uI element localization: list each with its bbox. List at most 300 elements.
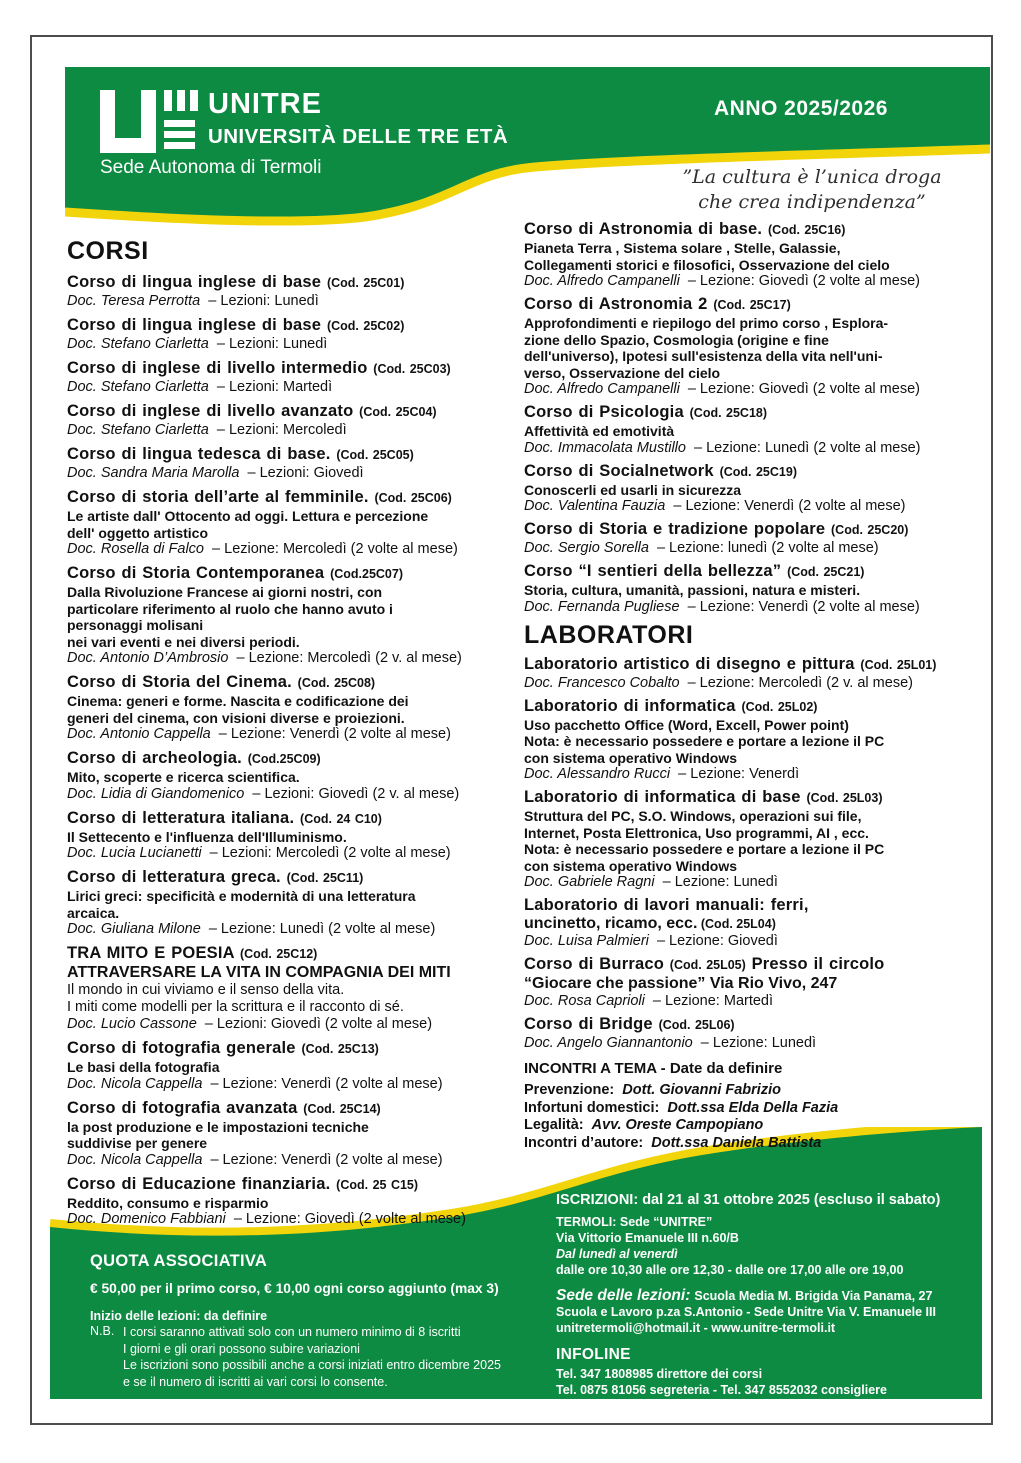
course-teacher: Doc. Stefano Ciarletta bbox=[67, 336, 209, 352]
course-title-line bbox=[524, 655, 972, 675]
course-code: (Cod. 25C21) bbox=[787, 565, 865, 579]
course-code: (Cod. 25C14) bbox=[303, 1101, 381, 1116]
iscrizioni-hours: dalle ore 10,30 alle ore 12,30 - dalle ore 17,00 alle ore 19,00 bbox=[556, 1263, 904, 1277]
unitre-logo-icon bbox=[100, 90, 200, 161]
course-title: Corso “I sentieri della bellezza” bbox=[524, 562, 782, 580]
unitre-full-name: UNIVERSITÀ DELLE TRE ETÀ bbox=[208, 125, 509, 148]
course-title: Corso di lingua inglese di base bbox=[67, 316, 322, 334]
iscrizioni-address: Via Vittorio Emanuele III n.60/B bbox=[556, 1231, 739, 1245]
course-detail-line: Lirici greci: specificità e modernità di una letteratura bbox=[67, 888, 416, 904]
quota-note-line bbox=[123, 1374, 550, 1391]
course-doc-line bbox=[67, 379, 503, 396]
course-code: (Cod. 25C11) bbox=[286, 871, 364, 885]
course-description bbox=[67, 964, 503, 1016]
course-item bbox=[524, 462, 972, 516]
course-schedule: – Lezione: lunedì (2 volte al mese) bbox=[656, 540, 879, 556]
infoline-phone-2: Tel. 0875 81056 segreteria - Tel. 347 8552032 consigliere bbox=[556, 1383, 887, 1397]
course-detail-line: con sistema operativo Windows bbox=[524, 857, 738, 874]
column-right bbox=[524, 220, 972, 1152]
course-doc-line bbox=[67, 465, 503, 482]
nb-label: N.B. bbox=[90, 1324, 115, 1338]
course-description bbox=[67, 693, 503, 726]
quota-note-line bbox=[123, 1341, 550, 1358]
course-teacher: Doc. Lucia Lucianetti bbox=[67, 845, 202, 861]
course-item bbox=[524, 295, 972, 398]
course-doc-line bbox=[524, 874, 972, 891]
course-code: (Cod. 25L06) bbox=[658, 1018, 735, 1032]
course-description bbox=[524, 482, 972, 499]
nb-block bbox=[90, 1324, 550, 1390]
flyer-page bbox=[30, 35, 993, 1425]
course-item bbox=[67, 809, 503, 863]
course-detail-line: Collegamenti storici e filosofici, Osservazione del cielo bbox=[524, 256, 890, 273]
course-detail-line: zione dello Spazio, Cosmologia (origine e fine bbox=[524, 331, 829, 348]
course-teacher: Doc. Teresa Perrotta bbox=[67, 293, 201, 309]
course-item bbox=[67, 445, 503, 482]
course-title-line bbox=[67, 809, 503, 829]
course-description bbox=[67, 829, 503, 846]
course-detail-line: Nota: è necessario possedere e portare a lezione il PC bbox=[524, 841, 885, 857]
course-detail-line: Struttura del PC, S.O. Windows, operazioni sui file, bbox=[524, 808, 862, 824]
course-detail-line: personaggi molisani bbox=[67, 617, 204, 633]
course-code: (Cod.25C07) bbox=[330, 567, 403, 581]
course-detail-line: Storia, cultura, umanità, passioni, natura e misteri. bbox=[524, 582, 861, 598]
course-item bbox=[524, 697, 972, 784]
course-code: (Cod. 25C12) bbox=[239, 947, 318, 961]
course-detail-line: Internet, Posta Elettronica, Uso programmi, AI , ecc. bbox=[524, 824, 869, 841]
course-item bbox=[524, 655, 972, 692]
corsi-heading: CORSI bbox=[67, 237, 149, 265]
incontro-item bbox=[524, 1117, 972, 1135]
quota-note-line bbox=[123, 1357, 550, 1374]
course-code: (Cod. 25C20) bbox=[831, 523, 909, 537]
course-detail-line: suddivise per genere bbox=[67, 1135, 208, 1151]
course-title: Corso di storia dell’arte al femminile. bbox=[67, 488, 369, 506]
course-item bbox=[524, 955, 972, 1010]
course-doc-line bbox=[524, 675, 972, 692]
course-schedule: – Lezione: Mercoledì (2 v. al mese) bbox=[236, 650, 462, 666]
course-title: Laboratorio di informatica bbox=[524, 696, 736, 715]
course-item bbox=[524, 788, 972, 891]
course-teacher: Doc. Luisa Palmieri bbox=[524, 933, 649, 949]
course-detail-line: Nota: è necessario possedere e portare a lezione il PC bbox=[524, 733, 885, 749]
course-title-line bbox=[524, 462, 972, 482]
course-code: (Cod. 25 C15) bbox=[336, 1177, 419, 1192]
course-schedule: – Lezione: Venerdì bbox=[678, 766, 800, 782]
course-item bbox=[524, 520, 972, 557]
course-item bbox=[67, 944, 503, 1033]
course-teacher: Doc. Angelo Giannantonio bbox=[524, 1035, 693, 1051]
course-title: Corso di Storia Contemporanea bbox=[67, 564, 325, 582]
course-teacher: Doc. Stefano Ciarletta bbox=[67, 379, 209, 395]
course-detail-line: particolare riferimento al ruolo che hanno avuto i bbox=[67, 600, 393, 617]
course-description bbox=[524, 423, 972, 440]
unitre-acronym: UNITRE bbox=[208, 88, 322, 120]
course-detail-line: nei vari eventi e nei diversi periodi. bbox=[67, 633, 300, 650]
sede-lezioni-line-2: Scuola e Lavoro p.za S.Antonio - Sede Unitre Via V. Emanuele III bbox=[556, 1305, 936, 1319]
course-item bbox=[67, 673, 503, 743]
course-code: (Cod. 25L04) bbox=[697, 917, 776, 931]
course-detail-line: Le artiste dall' Ottocento ad oggi. Lettura e percezione bbox=[67, 508, 429, 524]
course-detail-line: Mito, scoperte e ricerca scientifica. bbox=[67, 769, 300, 785]
course-detail-line: Il mondo in cui viviamo e il senso della vita. bbox=[67, 982, 345, 998]
course-doc-line bbox=[524, 993, 972, 1010]
course-item bbox=[67, 402, 503, 439]
course-description bbox=[67, 888, 503, 921]
course-title-line bbox=[67, 402, 503, 422]
course-item bbox=[524, 403, 972, 457]
course-title-line bbox=[524, 520, 972, 540]
course-teacher: Doc. Nicola Cappella bbox=[67, 1151, 203, 1168]
course-teacher: Doc. Antonio D’Ambrosio bbox=[67, 650, 229, 666]
iscrizioni-days: Dal lunedì al venerdì bbox=[556, 1247, 678, 1261]
course-doc-line bbox=[67, 650, 503, 667]
course-code: (Cod. 25L05) bbox=[669, 958, 746, 972]
laboratori-heading: LABORATORI bbox=[524, 620, 694, 649]
course-teacher: Doc. Valentina Fauzia bbox=[524, 498, 666, 514]
course-detail-line: Reddito, consumo e risparmio bbox=[67, 1194, 269, 1211]
course-item bbox=[524, 562, 972, 616]
year-label: ANNO 2025/2026 bbox=[714, 97, 888, 120]
course-detail-line: Affettività ed emotività bbox=[524, 423, 675, 439]
infoline-phone-1: Tel. 347 1808985 direttore dei corsi bbox=[556, 1367, 763, 1381]
course-title-line bbox=[67, 359, 503, 379]
course-teacher: Doc. Antonio Cappella bbox=[67, 726, 211, 742]
quota-note-text: Le iscrizioni sono possibili anche a corsi iniziati entro dicembre 2025 bbox=[123, 1358, 501, 1372]
column-corsi bbox=[67, 237, 503, 1234]
course-doc-line bbox=[67, 541, 503, 558]
course-title: Laboratorio artistico di disegno e pittura bbox=[524, 654, 855, 673]
course-title-line bbox=[524, 788, 972, 808]
course-title-line bbox=[524, 697, 972, 717]
course-teacher: Doc. Lucio Cassone bbox=[67, 1016, 197, 1032]
course-detail-line: uncinetto, ricamo, ecc. (Cod. 25L04) bbox=[524, 915, 776, 932]
course-schedule: – Lezione: Giovedì (2 volte al mese) bbox=[687, 381, 920, 397]
course-title-line bbox=[67, 868, 503, 888]
course-schedule: – Lezione: Lunedì (2 volte al mese) bbox=[208, 921, 436, 937]
course-code: (Cod. 25L03) bbox=[806, 791, 883, 805]
course-code: (Cod. 25C05) bbox=[336, 448, 414, 462]
course-description bbox=[67, 584, 503, 650]
course-detail-line: Uso pacchetto Office (Word, Excell, Power point) bbox=[524, 716, 849, 733]
course-item bbox=[524, 1015, 972, 1052]
course-doc-line bbox=[524, 273, 972, 290]
branch-name: Sede Autonoma di Termoli bbox=[100, 157, 322, 178]
course-title: Corso di lingua inglese di base bbox=[67, 273, 322, 291]
course-schedule: – Lezione: Mercoledì (2 v. al mese) bbox=[687, 674, 913, 691]
course-doc-line bbox=[67, 786, 503, 803]
course-title-line bbox=[524, 896, 972, 915]
course-title: Corso di inglese di livello intermedio bbox=[67, 359, 368, 377]
course-teacher: Doc. Giuliana Milone bbox=[67, 921, 201, 937]
course-schedule: – Lezione: Venerdì (2 volte al mese) bbox=[673, 498, 906, 514]
course-title-line bbox=[67, 1175, 503, 1195]
course-description bbox=[524, 915, 972, 933]
course-title-line bbox=[67, 749, 503, 769]
course-title-line bbox=[67, 488, 503, 508]
course-detail-line: la post produzione e le impostazioni tecniche bbox=[67, 1118, 369, 1135]
quota-associativa bbox=[90, 1252, 550, 1390]
course-title: Laboratorio di informatica di base bbox=[524, 788, 801, 806]
course-teacher: Doc. Francesco Cobalto bbox=[524, 674, 680, 691]
course-detail-line: Il Settecento e l'influenza dell'Illuminismo. bbox=[67, 828, 347, 845]
course-teacher: Doc. Sandra Maria Marolla bbox=[67, 465, 240, 481]
course-item bbox=[67, 868, 503, 938]
course-doc-line bbox=[67, 336, 503, 353]
quota-note-text: I giorni e gli orari possono subire variazioni bbox=[123, 1341, 360, 1356]
sede-lezioni-text: Scuola Media M. Brigida Via Panama, 27 bbox=[694, 1289, 933, 1303]
course-schedule: – Lezioni: Mercoledì bbox=[216, 422, 347, 438]
lessons-start-line: Inizio delle lezioni: da definire bbox=[90, 1309, 268, 1323]
corsi-list-continued bbox=[524, 220, 972, 616]
course-title: Corso di fotografia generale bbox=[67, 1039, 296, 1057]
course-detail-line: generi del cinema, con visioni diverse e proiezioni. bbox=[67, 709, 405, 726]
course-doc-line bbox=[67, 921, 503, 938]
course-title: Laboratorio di lavori manuali: ferri, bbox=[524, 896, 809, 914]
course-doc-line bbox=[67, 422, 503, 439]
email-website-line: unitretermoli@hotmail.it - www.unitre-termoli.it bbox=[556, 1321, 836, 1335]
course-schedule: – Lezione: Lunedì bbox=[700, 1035, 817, 1051]
course-code: (Cod. 25C08) bbox=[297, 676, 376, 690]
incontro-speaker: Avv. Oreste Campopiano bbox=[591, 1117, 764, 1133]
course-title-line bbox=[67, 316, 503, 336]
course-doc-line bbox=[524, 1035, 972, 1052]
course-schedule: – Lezione: Giovedì (2 volte al mese) bbox=[687, 273, 920, 289]
course-description bbox=[524, 240, 972, 273]
course-description bbox=[67, 1119, 503, 1152]
course-code: (Cod. 25C02) bbox=[326, 319, 405, 333]
course-doc-line bbox=[524, 933, 972, 950]
course-title-line bbox=[67, 564, 503, 584]
course-doc-line bbox=[67, 726, 503, 743]
iscrizioni-place: TERMOLI: Sede “UNITRE” bbox=[556, 1215, 713, 1229]
course-schedule: – Lezione: Lunedì (2 volte al mese) bbox=[694, 439, 921, 456]
course-code: (Cod. 25C03) bbox=[373, 362, 451, 376]
quota-notes bbox=[123, 1324, 550, 1390]
course-item bbox=[67, 1175, 503, 1229]
course-detail-line: dell' oggetto artistico bbox=[67, 524, 209, 541]
course-item bbox=[67, 316, 503, 353]
course-title: Corso di Burraco bbox=[524, 955, 664, 973]
course-code: (Cod. 25C13) bbox=[301, 1042, 379, 1056]
incontro-item bbox=[524, 1135, 972, 1153]
course-code: (Cod. 25C19) bbox=[719, 464, 797, 479]
course-detail-line: Le basi della fotografia bbox=[67, 1059, 220, 1075]
course-title: Corso di Storia e tradizione popolare bbox=[524, 520, 826, 538]
course-title: TRA MITO E POESIA bbox=[67, 944, 235, 962]
quota-price-line: € 50,00 per il primo corso, € 10,00 ogni corso aggiunto (max 3) bbox=[90, 1281, 499, 1296]
course-code: (Cod. 25C04) bbox=[359, 405, 437, 419]
incontro-speaker: Dott.ssa Daniela Battista bbox=[651, 1134, 822, 1151]
course-title: Corso di Astronomia 2 bbox=[524, 295, 708, 313]
course-title: Corso di letteratura greca. bbox=[67, 868, 281, 886]
course-item bbox=[67, 749, 503, 803]
course-schedule: – Lezione: Giovedì (2 volte al mese) bbox=[233, 1211, 466, 1227]
incontro-item bbox=[524, 1100, 972, 1118]
course-teacher: Doc. Stefano Ciarletta bbox=[67, 422, 209, 438]
course-teacher: Doc. Lidia di Giandomenico bbox=[67, 785, 245, 802]
course-teacher: Doc. Alfredo Campanelli bbox=[524, 273, 680, 289]
course-schedule: – Lezione: Giovedì bbox=[656, 933, 778, 949]
incontri-list bbox=[524, 1082, 972, 1152]
course-doc-line bbox=[524, 599, 972, 616]
course-description bbox=[67, 769, 503, 786]
course-title: Corso di Psicologia bbox=[524, 403, 684, 421]
course-title: Corso di Storia del Cinema. bbox=[67, 673, 292, 691]
course-title-line bbox=[67, 673, 503, 693]
course-detail-line: dell'universo), Ipotesi sull'esistenza della vita nell'uni- bbox=[524, 348, 883, 364]
incontro-topic: Legalità: bbox=[524, 1117, 584, 1133]
course-doc-line bbox=[67, 1211, 503, 1228]
course-code: (Cod. 25C16) bbox=[768, 223, 846, 237]
course-description bbox=[524, 582, 972, 599]
course-item bbox=[67, 1099, 503, 1169]
course-title-line bbox=[67, 1099, 503, 1119]
course-teacher: Doc. Sergio Sorella bbox=[524, 540, 649, 556]
course-title-line bbox=[67, 944, 503, 964]
incontro-item bbox=[524, 1082, 972, 1100]
course-code: (Cod. 24 C10) bbox=[300, 811, 382, 826]
course-detail-line: “Giocare che passione” Via Rio Vivo, 247 bbox=[524, 975, 838, 992]
course-title-line bbox=[67, 445, 503, 465]
course-item bbox=[67, 1039, 503, 1093]
course-schedule: – Lezioni: Giovedì (2 v. al mese) bbox=[252, 785, 460, 802]
course-title-extra: Presso il circolo bbox=[751, 955, 885, 973]
course-title: Corso di inglese di livello avanzato bbox=[67, 402, 354, 420]
course-item bbox=[67, 564, 503, 667]
course-detail-line: Dalla Rivoluzione Francese ai giorni nostri, con bbox=[67, 584, 383, 600]
course-title: Corso di archeologia. bbox=[67, 749, 242, 767]
motto-line-2: che crea indipendenza” bbox=[698, 191, 926, 213]
infoline-heading: INFOLINE bbox=[556, 1346, 631, 1363]
course-title: Corso di fotografia avanzata bbox=[67, 1098, 298, 1117]
incontro-topic: Incontri d’autore: bbox=[524, 1134, 644, 1151]
course-code: (Cod. 25L02) bbox=[741, 699, 818, 714]
course-title-line bbox=[67, 1039, 503, 1059]
course-title: Corso di Bridge bbox=[524, 1015, 653, 1033]
course-schedule: – Lezioni: Giovedì bbox=[247, 465, 364, 481]
course-description bbox=[67, 1059, 503, 1076]
course-item bbox=[67, 359, 503, 396]
course-detail-line: Approfondimenti e riepilogo del primo corso , Esplora- bbox=[524, 315, 889, 331]
motto-line-1: ”La cultura è l’unica droga bbox=[682, 166, 942, 188]
incontro-topic: Infortuni domestici: bbox=[524, 1099, 660, 1116]
course-description bbox=[524, 808, 972, 874]
course-teacher: Doc. Gabriele Ragni bbox=[524, 874, 655, 890]
quota-note-text: I corsi saranno attivati solo con un numero minimo di 8 iscritti bbox=[123, 1325, 461, 1339]
course-doc-line bbox=[67, 1076, 503, 1093]
course-title: Corso di Astronomia di base. bbox=[524, 220, 763, 238]
course-schedule: – Lezione: Lunedì bbox=[662, 874, 778, 890]
course-teacher: Doc. Fernanda Pugliese bbox=[524, 598, 680, 615]
course-teacher: Doc. Domenico Fabbiani bbox=[67, 1211, 226, 1227]
incontro-topic: Prevenzione: bbox=[524, 1082, 615, 1098]
course-doc-line bbox=[524, 498, 972, 515]
course-title-line bbox=[67, 273, 503, 293]
course-schedule: – Lezione: Venerdì (2 volte al mese) bbox=[210, 1151, 443, 1168]
course-description bbox=[67, 508, 503, 541]
course-title-line bbox=[524, 403, 972, 423]
course-detail-line: arcaica. bbox=[67, 904, 120, 921]
course-detail-line: Pianeta Terra , Sistema solare , Stelle, Galassie, bbox=[524, 240, 841, 256]
sede-lezioni-line bbox=[556, 1288, 986, 1304]
course-code: (Cod. 25C01) bbox=[326, 276, 405, 290]
course-schedule: – Lezione: Venerdì (2 volte al mese) bbox=[218, 726, 451, 742]
course-code: (Cod.25C09) bbox=[247, 752, 321, 766]
course-schedule: – Lezioni: Lunedì bbox=[208, 293, 319, 309]
course-title: Corso di lingua tedesca di base. bbox=[67, 445, 331, 463]
course-item bbox=[524, 896, 972, 950]
course-code: (Cod. 25C06) bbox=[374, 491, 452, 505]
course-title-line bbox=[524, 1015, 972, 1035]
course-teacher: Doc. Immacolata Mustillo bbox=[524, 439, 686, 456]
quota-note-text: e se il numero di iscritti ai vari corsi lo consente. bbox=[123, 1374, 388, 1389]
course-title-line bbox=[524, 955, 972, 975]
course-schedule: – Lezioni: Martedì bbox=[216, 379, 333, 395]
course-item bbox=[524, 220, 972, 290]
course-doc-line bbox=[67, 293, 503, 310]
iscrizioni-info bbox=[556, 1192, 986, 1398]
course-title: Corso di letteratura italiana. bbox=[67, 808, 295, 827]
course-teacher: Doc. Alessandro Rucci bbox=[524, 766, 671, 782]
course-title: Corso di Socialnetwork bbox=[524, 461, 714, 480]
course-code: (Cod. 25C17) bbox=[713, 298, 791, 312]
course-item bbox=[67, 488, 503, 558]
course-detail-line: Cinema: generi e forme. Nascita e codificazione dei bbox=[67, 693, 409, 709]
course-description bbox=[524, 717, 972, 767]
course-title-line bbox=[524, 562, 972, 582]
sede-lezioni-label: Sede delle lezioni: bbox=[556, 1287, 691, 1304]
incontro-speaker: Dott. Giovanni Fabrizio bbox=[622, 1082, 781, 1098]
motto bbox=[647, 165, 977, 215]
quota-note-line bbox=[123, 1324, 550, 1341]
corsi-list bbox=[67, 273, 503, 1228]
course-doc-line bbox=[67, 1016, 503, 1033]
iscrizioni-title: ISCRIZIONI: dal 21 al 31 ottobre 2025 (escluso il sabato) bbox=[556, 1192, 941, 1208]
course-detail-line: ATTRAVERSARE LA VITA IN COMPAGNIA DEI MITI bbox=[67, 964, 451, 981]
course-schedule: – Lezioni: Giovedì (2 volte al mese) bbox=[204, 1016, 433, 1032]
course-detail-line: verso, Osservazione del cielo bbox=[524, 364, 721, 381]
course-schedule: – Lezione: Venerdì (2 volte al mese) bbox=[687, 598, 920, 615]
course-schedule: – Lezione: Martedì bbox=[652, 993, 774, 1009]
course-detail-line: I miti come modelli per la scrittura e il racconto di sé. bbox=[67, 999, 404, 1015]
course-schedule: – Lezioni: Mercoledì (2 volte al mese) bbox=[209, 845, 451, 861]
course-doc-line bbox=[524, 381, 972, 398]
course-item bbox=[67, 273, 503, 310]
course-code: (Cod. 25C18) bbox=[689, 406, 768, 420]
course-teacher: Doc. Alfredo Campanelli bbox=[524, 381, 680, 397]
course-schedule: – Lezione: Venerdì (2 volte al mese) bbox=[210, 1075, 443, 1092]
course-description bbox=[524, 315, 972, 381]
course-title-line bbox=[524, 295, 972, 315]
course-schedule: – Lezione: Mercoledì (2 volte al mese) bbox=[212, 541, 458, 557]
course-doc-line bbox=[524, 540, 972, 557]
course-doc-line bbox=[524, 440, 972, 457]
course-doc-line bbox=[67, 845, 503, 862]
course-code: (Cod. 25L01) bbox=[860, 657, 937, 672]
course-teacher: Doc. Nicola Cappella bbox=[67, 1075, 203, 1092]
course-doc-line bbox=[67, 1152, 503, 1169]
course-detail-line: Conoscerli ed usarli in sicurezza bbox=[524, 481, 742, 498]
course-title-line bbox=[524, 220, 972, 240]
course-teacher: Doc. Rosa Caprioli bbox=[524, 993, 645, 1009]
course-detail-line: con sistema operativo Windows bbox=[524, 749, 738, 766]
laboratori-list bbox=[524, 655, 972, 1053]
course-description bbox=[67, 1195, 503, 1212]
incontri-heading: INCONTRI A TEMA - Date da definire bbox=[524, 1060, 783, 1077]
incontro-speaker: Dott.ssa Elda Della Fazia bbox=[667, 1099, 839, 1116]
course-description bbox=[524, 975, 972, 993]
